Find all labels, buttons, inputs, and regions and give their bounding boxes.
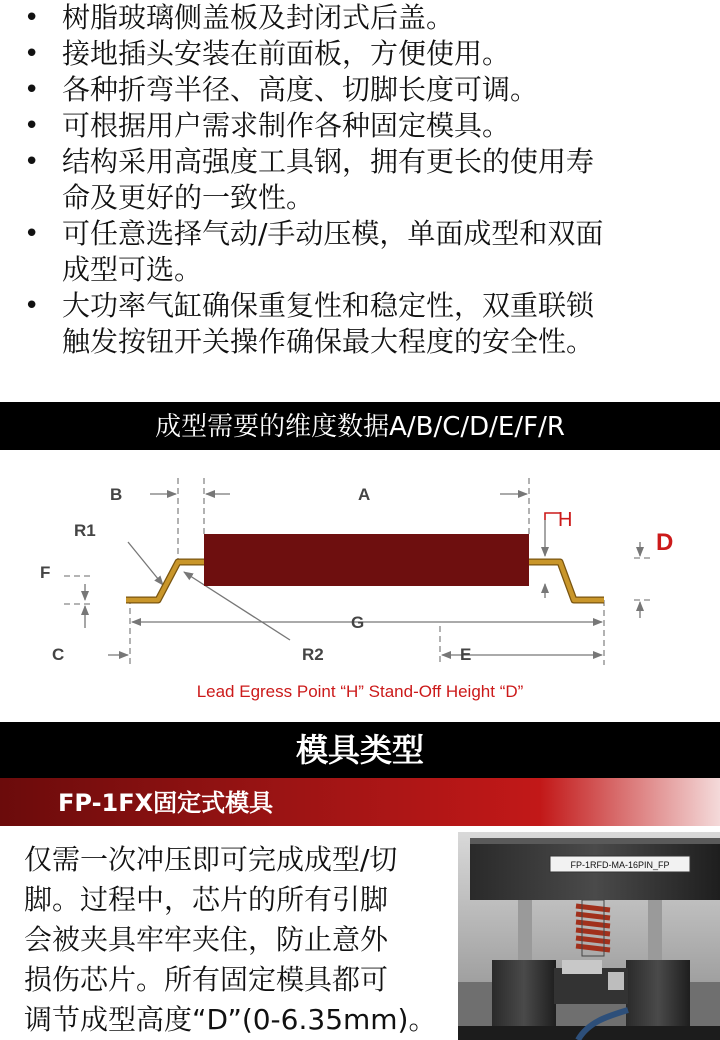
dimension-header: 成型需要的维度数据A/B/C/D/E/F/R [0, 402, 720, 450]
feature-text: 命及更好的一致性。 [62, 181, 315, 214]
lead-form-diagram [0, 450, 720, 722]
chip-body [204, 534, 529, 586]
label-d: D [656, 529, 674, 556]
diagram-caption: Lead Egress Point “H” Stand-Off Height “D” [196, 682, 524, 701]
feature-item [0, 144, 720, 216]
product-photo [458, 832, 720, 1040]
description-line: 会被夹具牢牢夹住，防止意外 [24, 923, 389, 956]
photo-label: FP-1RFD-MA-16PIN_FP [570, 860, 670, 870]
label-c: C [52, 645, 65, 664]
label-f: F [40, 563, 51, 582]
feature-text: 触发按钮开关操作确保最大程度的安全性。 [62, 325, 595, 358]
bullet-dot-icon: • [24, 111, 40, 141]
feature-text: 可根据用户需求制作各种固定模具。 [62, 109, 511, 142]
description-line: 仅需一次冲压即可完成成型/切 [24, 843, 398, 876]
feature-item [0, 72, 720, 108]
feature-text: 大功率气缸确保重复性和稳定性，双重联锁 [62, 289, 595, 322]
label-g: G [351, 613, 365, 632]
description-text [24, 840, 454, 1040]
feature-item [0, 216, 720, 288]
section-header [0, 778, 720, 826]
right-lead [529, 562, 604, 600]
label-h: H [558, 509, 573, 531]
feature-text: 成型可选。 [62, 253, 203, 286]
feature-text: 接地插头安装在前面板，方便使用。 [62, 37, 511, 70]
description-line: 调节成型高度“D”(0-6.35mm)。 [24, 1003, 437, 1036]
feature-item [0, 0, 720, 36]
feature-item [0, 108, 720, 144]
bullet-dot-icon: • [24, 147, 40, 177]
label-r1: R1 [74, 521, 96, 540]
bullet-dot-icon: • [24, 3, 40, 33]
feature-text: 各种折弯半径、高度、切脚长度可调。 [62, 73, 539, 106]
feature-item [0, 36, 720, 72]
bullet-dot-icon: • [24, 219, 40, 249]
mould-types-header: 模具类型 [0, 722, 720, 778]
feature-text: 树脂玻璃侧盖板及封闭式后盖。 [62, 1, 455, 34]
description-line: 脚。过程中，芯片的所有引脚 [24, 883, 389, 916]
bullet-dot-icon: • [24, 75, 40, 105]
section-title: FP-1FX固定式模具 [58, 789, 274, 817]
description-line: 损伤芯片。所有固定模具都可 [24, 963, 389, 996]
label-a: A [358, 485, 371, 504]
feature-item [0, 288, 720, 360]
bullet-dot-icon: • [24, 291, 40, 321]
feature-text: 可任意选择气动/手动压模，单面成型和双面 [62, 217, 604, 250]
label-r2: R2 [302, 645, 324, 664]
feature-list [0, 0, 720, 360]
feature-text: 结构采用高强度工具钢，拥有更长的使用寿 [62, 145, 595, 178]
label-b: B [110, 485, 123, 504]
bullet-dot-icon: • [24, 39, 40, 69]
r1-leader [128, 542, 163, 585]
label-e: E [460, 645, 472, 664]
